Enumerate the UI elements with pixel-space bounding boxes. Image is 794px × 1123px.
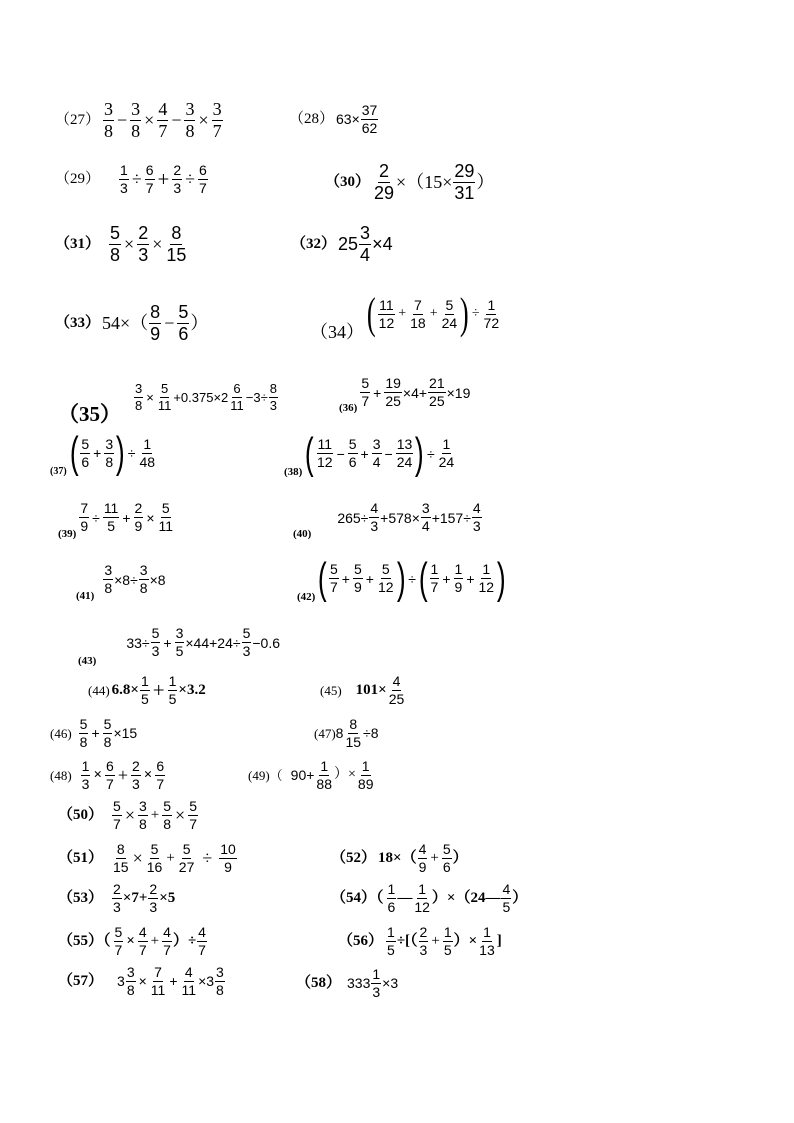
fraction: $\frac{2}{9}$	[134, 500, 143, 534]
fraction: $\frac{10}{9}$	[220, 841, 236, 875]
problem-number: （51）	[58, 849, 104, 866]
fraction: $\frac{4}{5}$	[502, 881, 511, 915]
fraction: $\frac{3}{7}$	[212, 99, 222, 141]
problem-number: (42)	[297, 591, 316, 603]
fraction: $\frac{4}{11}$	[181, 964, 197, 998]
fraction: $\frac{5}{9}$	[353, 561, 362, 595]
problem-number: (46)	[50, 725, 72, 741]
fraction: $\frac{3}{4}$	[421, 500, 430, 534]
problem-number: (38)	[284, 466, 303, 478]
fraction: $\frac{5}{6}$	[348, 436, 357, 470]
fraction: $\frac{4}{25}$	[388, 673, 405, 707]
problem-58: （58） 333 $\frac{1}{3}$ ×3	[296, 966, 399, 1000]
problem-43: (43) 33÷ $\frac{5}{3}$ + $\frac{3}{5}$ ×44+24÷ $\frac{5}{3}$ −0.6	[78, 625, 280, 667]
problem-number: （30）	[325, 173, 371, 190]
problem-number: （34）	[310, 322, 364, 342]
problem-31: （31） $\frac{5}{8}$ × $\frac{2}{3}$ × $\frac{8}{15}$	[55, 223, 187, 265]
fraction: $\frac{11}{5}$	[103, 500, 119, 534]
fraction: $\frac{3}{8}$	[139, 562, 148, 596]
fraction: $\frac{7}{18}$	[410, 296, 426, 331]
problem-number: （35）	[58, 402, 121, 426]
fraction: $\frac{11}{12}$	[378, 296, 395, 331]
problem-number: （32）	[291, 235, 337, 252]
problem-51: （51） $\frac{8}{15}$ × $\frac{5}{16}$ + $\frac{5}{27}$ ÷ $\frac{10}{9}$	[58, 841, 236, 875]
fraction: $\frac{5}{3}$	[151, 625, 160, 659]
problem-40: (40) 265÷ $\frac{4}{3}$ +578× $\frac{3}{4}$ +157÷ $\frac{4}{3}$	[293, 500, 481, 540]
fraction: $\frac{3}{8}$	[185, 99, 195, 141]
fraction: $\frac{2}{3}$	[173, 162, 182, 196]
fraction: $\frac{2}{3}$	[419, 924, 428, 958]
problem-45: (45) 101× $\frac{4}{25}$	[320, 673, 405, 707]
problem-41: (41) $\frac{3}{8}$ ×8÷ $\frac{3}{8}$ ×8	[76, 562, 166, 602]
fraction: $\frac{1}{3}$	[372, 966, 381, 1000]
fraction: $\frac{1}{48}$	[139, 435, 156, 470]
fraction: $\frac{1}{5}$	[140, 673, 149, 707]
fraction: $\frac{1}{12}$	[414, 881, 430, 915]
fraction: $\frac{1}{13}$	[479, 924, 495, 958]
fraction: $\frac{8}{3}$	[269, 381, 277, 413]
fraction: $\frac{2}{29}$	[374, 161, 395, 203]
fraction: $\frac{1}{6}$	[387, 881, 396, 915]
fraction: $\frac{8}{15}$	[345, 716, 362, 750]
problem-42: (42) ( $\frac{5}{7}$ + $\frac{5}{9}$ + $\frac{5}{12}$ ) ÷ ( $\frac{1}{7}$ + $\frac{1}{9}$ + $\frac{1}{12}$ )	[297, 553, 506, 603]
problem-number: (37)	[50, 466, 67, 477]
fraction: $\frac{37}{62}$	[361, 102, 378, 136]
fraction: $\frac{6}{7}$	[106, 758, 114, 792]
problem-37: (37) ( $\frac{5}{6}$ + $\frac{3}{8}$ ) ÷ $\frac{1}{48}$	[50, 428, 156, 477]
fraction: $\frac{4}{7}$	[198, 924, 206, 958]
fraction: $\frac{4}{9}$	[418, 841, 427, 875]
fraction: $\frac{8}{9}$	[150, 302, 161, 344]
problem-52: （52） 18×（ $\frac{4}{9}$ + $\frac{5}{6}$ ）	[331, 841, 468, 875]
fraction: $\frac{1}{89}$	[357, 758, 374, 792]
fraction: $\frac{5}{8}$	[110, 223, 121, 265]
fraction: $\frac{3}{8}$	[104, 562, 113, 596]
fraction: $\frac{19}{25}$	[385, 375, 401, 409]
problem-44: (44) 6.8× $\frac{1}{5}$ + $\frac{1}{5}$ ×3.2	[88, 673, 206, 707]
problem-39: (39) $\frac{7}{9}$ ÷ $\frac{11}{5}$ + $\frac{2}{9}$ × $\frac{5}{11}$	[58, 500, 174, 540]
fraction: $\frac{3}{4}$	[360, 223, 371, 265]
problem-number: （27）	[55, 111, 101, 128]
fraction: $\frac{4}{7}$	[158, 99, 168, 141]
problem-35: （35） $\frac{3}{8}$ × $\frac{5}{11}$ +0.375×2 $\frac{6}{11}$ −3÷ $\frac{8}{3}$	[58, 381, 277, 426]
problem-54: （54）（ $\frac{1}{6}$ — $\frac{1}{12}$ ）×（24— $\frac{4}{5}$ ）	[331, 881, 528, 915]
problem-48: (48) $\frac{1}{3}$ × $\frac{6}{7}$ + $\frac{2}{3}$ × $\frac{6}{7}$	[50, 758, 165, 792]
fraction: $\frac{8}{15}$	[166, 223, 187, 265]
problem-number: (44)	[88, 682, 110, 698]
fraction: $\frac{1}{24}$	[438, 436, 455, 470]
fraction: $\frac{3}{8}$	[131, 99, 141, 141]
problem-number: （58）	[296, 974, 342, 991]
problem-number: (49)（	[248, 767, 283, 783]
fraction: $\frac{11}{12}$	[316, 436, 333, 470]
fraction: $\frac{3}{8}$	[105, 435, 114, 470]
fraction: $\frac{3}{8}$	[126, 964, 135, 998]
fraction: $\frac{2}{3}$	[131, 758, 140, 792]
problem-number: (41)	[76, 590, 95, 602]
fraction: $\frac{5}{7}$	[113, 798, 121, 832]
fraction: $\frac{3}{8}$	[135, 381, 143, 413]
problem-47: (47) 8 $\frac{8}{15}$ ÷8	[314, 716, 379, 750]
fraction: $\frac{4}{3}$	[370, 500, 379, 534]
fraction: $\frac{3}{4}$	[372, 436, 381, 470]
fraction: $\frac{1}{5}$	[387, 924, 395, 958]
fraction: $\frac{5}{11}$	[157, 381, 172, 413]
fraction: $\frac{1}{5}$	[168, 673, 177, 707]
problem-number: (36)	[339, 402, 358, 414]
fraction: $\frac{1}{3}$	[120, 162, 128, 196]
fraction: $\frac{1}{72}$	[483, 296, 500, 331]
problem-number: （31）	[55, 235, 101, 252]
fraction: $\frac{4}{3}$	[472, 500, 481, 534]
fraction: $\frac{5}{7}$	[114, 924, 123, 958]
problem-49: (49)（ 90+ $\frac{1}{88}$ ）× $\frac{1}{89}$	[248, 758, 374, 792]
fraction: $\frac{5}{3}$	[242, 625, 251, 659]
fraction: $\frac{1}{3}$	[81, 758, 90, 792]
fraction: $\frac{5}{7}$	[329, 561, 338, 595]
fraction: $\frac{6}{7}$	[199, 162, 207, 196]
fraction: $\frac{7}{11}$	[150, 964, 166, 998]
fraction: $\frac{6}{11}$	[230, 381, 244, 413]
problem-56: （56） $\frac{1}{5}$ ÷[（ $\frac{2}{3}$ + $\frac{1}{5}$ ）× $\frac{1}{13}$ ]	[338, 924, 502, 958]
fraction: $\frac{5}{27}$	[178, 841, 195, 875]
fraction: $\frac{5}{6}$	[81, 435, 90, 470]
problem-number: （55）（	[58, 932, 111, 949]
fraction: $\frac{7}{9}$	[80, 500, 89, 534]
problem-number: （29）	[55, 170, 101, 187]
fraction: $\frac{4}{7}$	[163, 924, 171, 958]
fraction: $\frac{5}{6}$	[442, 841, 451, 875]
problem-number: (43)	[78, 655, 97, 667]
fraction: $\frac{4}{7}$	[138, 924, 147, 958]
problem-number: （28）	[289, 110, 335, 127]
problem-28: （28） 63× $\frac{37}{62}$	[289, 102, 378, 136]
fraction: $\frac{5}{8}$	[163, 798, 172, 832]
problem-30: （30） $\frac{2}{29}$ ×（15× $\frac{29}{31}$ ）	[325, 161, 495, 203]
problem-number: (40)	[293, 528, 312, 540]
problem-number: （56）	[338, 932, 384, 949]
fraction: $\frac{5}{8}$	[79, 716, 88, 750]
problem-number: （54）（	[331, 889, 384, 906]
fraction: $\frac{5}{24}$	[441, 296, 458, 331]
problem-number: （52）	[331, 849, 377, 866]
fraction: $\frac{29}{31}$	[454, 161, 475, 203]
fraction: $\frac{2}{3}$	[149, 881, 158, 915]
fraction: $\frac{21}{25}$	[429, 375, 445, 409]
fraction: $\frac{5}{6}$	[178, 302, 189, 344]
problem-57: （57） 3 $\frac{3}{8}$ × $\frac{7}{11}$ + $\frac{4}{11}$ ×3 $\frac{3}{8}$	[58, 964, 224, 998]
problem-number: (48)	[50, 767, 72, 783]
problem-27: （27） $\frac{3}{8}$ − $\frac{3}{8}$ × $\frac{4}{7}$ − $\frac{3}{8}$ × $\frac{3}{7}$	[55, 99, 222, 141]
fraction: $\frac{6}{7}$	[145, 162, 154, 196]
problem-29: （29） $\frac{1}{3}$ ÷ $\frac{6}{7}$ + $\frac{2}{3}$ ÷ $\frac{6}{7}$	[55, 162, 207, 196]
fraction: $\frac{2}{3}$	[138, 223, 149, 265]
fraction: $\frac{3}{5}$	[175, 625, 184, 659]
problem-number: （50）	[58, 806, 104, 823]
fraction: $\frac{2}{3}$	[113, 881, 121, 915]
fraction: $\frac{5}{7}$	[361, 375, 370, 409]
fraction: $\frac{1}{5}$	[443, 924, 452, 958]
fraction: $\frac{13}{24}$	[396, 436, 413, 470]
problem-number: (45)	[320, 682, 342, 698]
fraction: $\frac{5}{12}$	[377, 561, 394, 595]
problem-number: （57）	[58, 972, 104, 989]
fraction: $\frac{3}{8}$	[104, 99, 114, 141]
problem-46: (46) $\frac{5}{8}$ + $\frac{5}{8}$ ×15	[50, 716, 138, 750]
problem-55: （55）（ $\frac{5}{7}$ × $\frac{4}{7}$ + $\frac{4}{7}$ ）÷ $\frac{4}{7}$	[58, 924, 206, 958]
problem-34: （34） ( $\frac{11}{12}$ + $\frac{7}{18}$ + $\frac{5}{24}$ ) ÷ $\frac{1}{72}$	[310, 289, 500, 342]
fraction: $\frac{5}{11}$	[158, 500, 174, 534]
fraction: $\frac{8}{15}$	[113, 841, 129, 875]
fraction: $\frac{1}{12}$	[478, 561, 495, 595]
problem-53: （53） $\frac{2}{3}$ ×7+ $\frac{2}{3}$ ×5	[58, 881, 176, 915]
problem-number: (47)	[314, 725, 336, 741]
fraction: $\frac{1}{9}$	[454, 561, 463, 595]
problem-38: (38) ( $\frac{11}{12}$ − $\frac{5}{6}$ + $\frac{3}{4}$ − $\frac{13}{24}$ ) ÷ $\frac{1}{24}$	[284, 428, 455, 478]
fraction: $\frac{6}{7}$	[156, 758, 165, 792]
fraction: $\frac{3}{8}$	[216, 964, 224, 998]
problem-32: （32） 25 $\frac{3}{4}$ ×4	[291, 223, 393, 265]
fraction: $\frac{1}{88}$	[316, 758, 332, 792]
fraction: $\frac{1}{7}$	[430, 561, 439, 595]
problem-33: （33） 54×（ $\frac{8}{9}$ − $\frac{5}{6}$ ）	[55, 302, 209, 344]
fraction: $\frac{3}{8}$	[138, 798, 147, 832]
fraction: $\frac{5}{8}$	[103, 716, 112, 750]
problem-50: （50） $\frac{5}{7}$ × $\frac{3}{8}$ + $\frac{5}{8}$ × $\frac{5}{7}$	[58, 798, 197, 832]
problem-number: （33）	[55, 314, 101, 331]
fraction: $\frac{5}{7}$	[189, 798, 197, 832]
problem-36: (36) $\frac{5}{7}$ + $\frac{19}{25}$ ×4+ $\frac{21}{25}$ ×19	[339, 375, 471, 414]
fraction: $\frac{5}{16}$	[146, 841, 163, 875]
problem-number: （53）	[58, 889, 104, 906]
problem-number: (39)	[58, 528, 77, 540]
